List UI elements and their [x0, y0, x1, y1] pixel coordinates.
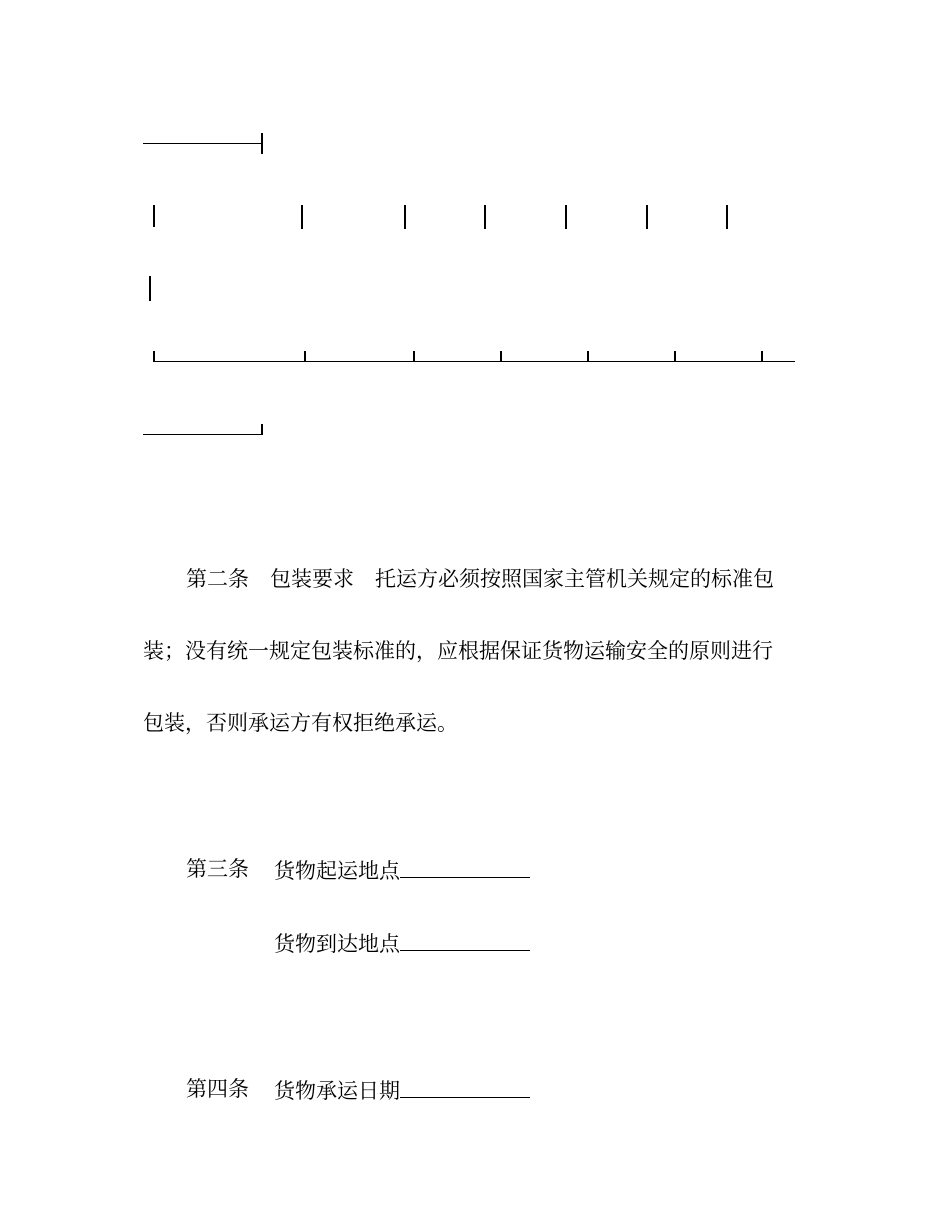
column-divider	[301, 205, 303, 229]
bottom-tick	[587, 351, 589, 362]
article-3-heading: 第三条	[186, 857, 249, 881]
origin-field	[274, 857, 530, 883]
table-bottom-border	[143, 434, 262, 435]
table-left-border	[149, 276, 151, 301]
table-bottom-rule	[153, 361, 795, 362]
bottom-tick	[153, 351, 155, 362]
table-top-border	[143, 143, 262, 144]
column-divider	[646, 205, 648, 229]
bottom-tick	[500, 351, 502, 362]
article-2-line-1: 第二条 包装要求 托运方必须按照国家主管机关规定的标准包	[186, 567, 774, 591]
table-bottom-right-tick	[261, 424, 263, 435]
date-label: 货物承运日期	[274, 1079, 400, 1103]
column-divider	[153, 205, 155, 227]
destination-field	[274, 930, 530, 956]
article-4-heading: 第四条	[186, 1077, 249, 1101]
bottom-tick	[413, 351, 415, 362]
article-2-line-3: 包装，否则承运方有权拒绝承运。	[143, 711, 458, 735]
origin-blank[interactable]	[400, 857, 530, 878]
destination-label: 货物到达地点	[274, 932, 400, 956]
column-divider	[404, 205, 406, 229]
article-2-line-2: 装；没有统一规定包装标准的，应根据保证货物运输安全的原则进行	[143, 639, 773, 663]
column-divider	[484, 205, 486, 229]
origin-label: 货物起运地点	[274, 859, 400, 883]
bottom-tick	[304, 351, 306, 362]
date-field	[274, 1077, 530, 1103]
destination-blank[interactable]	[400, 930, 530, 951]
table-top-right-tick	[261, 133, 263, 154]
column-divider	[565, 205, 567, 229]
bottom-tick	[674, 351, 676, 362]
bottom-tick	[761, 351, 763, 362]
date-blank[interactable]	[400, 1077, 530, 1098]
column-divider	[726, 205, 728, 229]
